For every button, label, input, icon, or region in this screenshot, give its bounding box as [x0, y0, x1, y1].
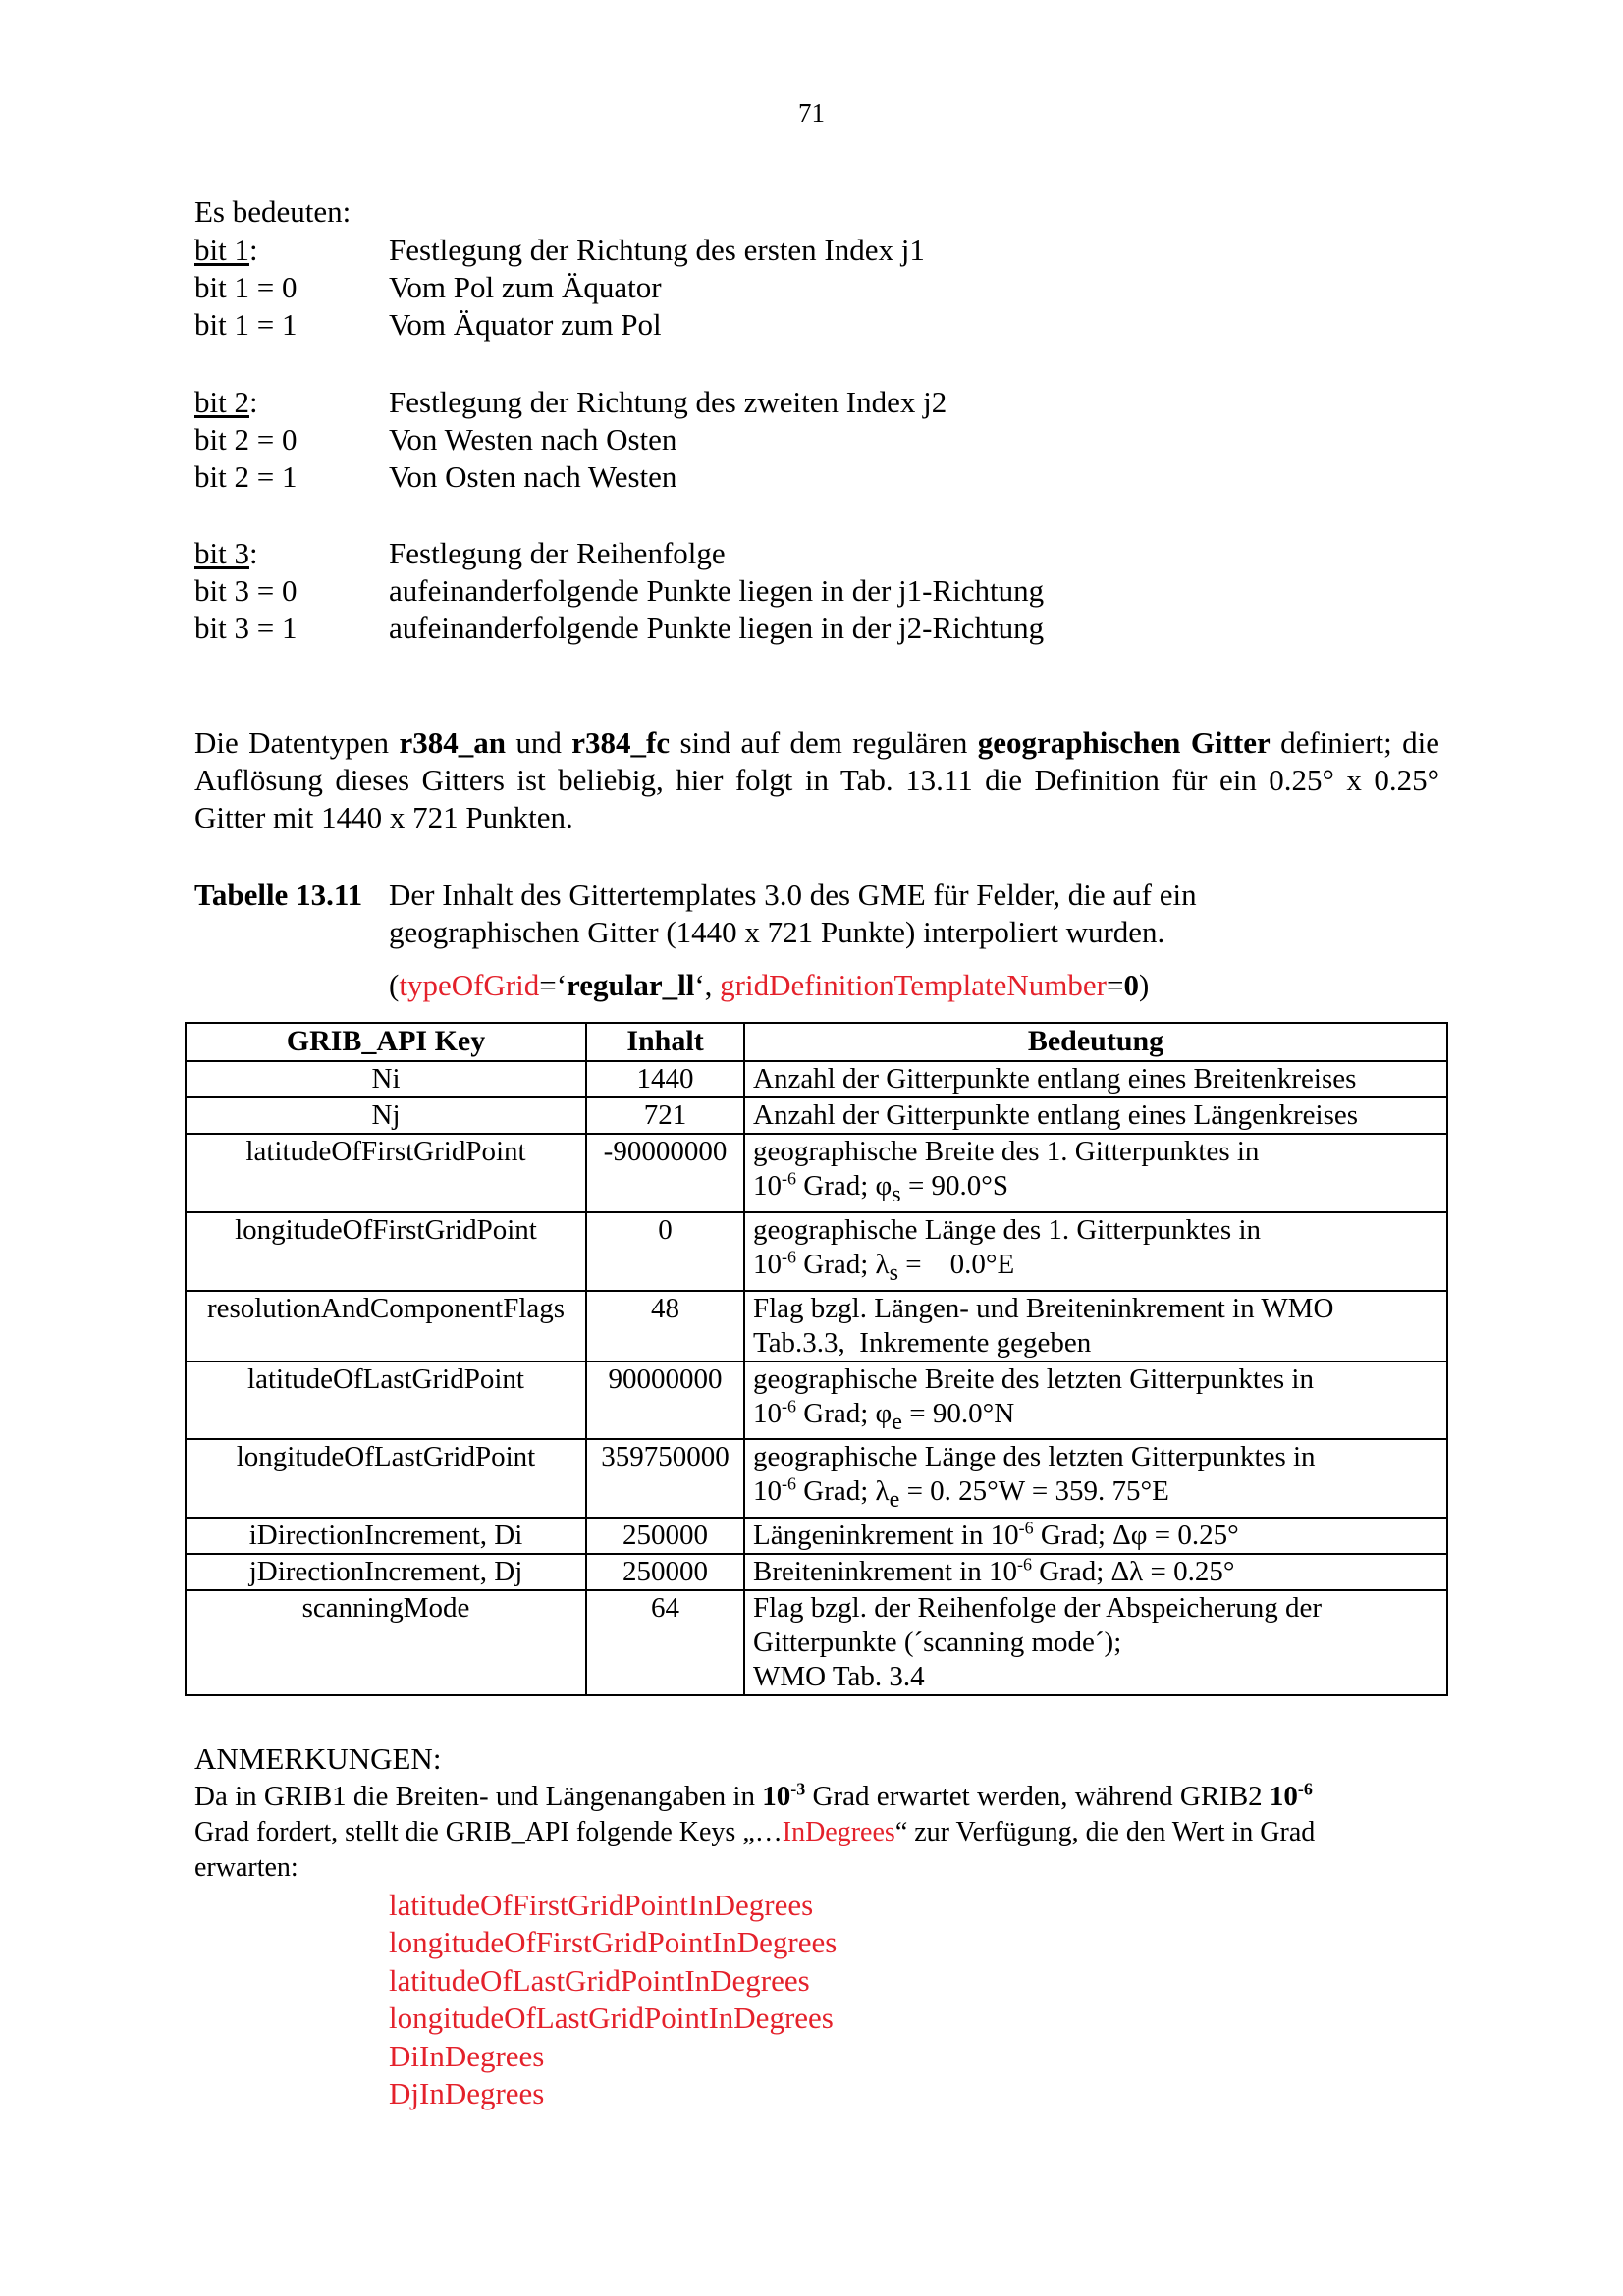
- table-row: [186, 1590, 1447, 1695]
- bit2-label: bit 2:: [194, 385, 258, 419]
- cell-key: latitudeOfFirstGridPoint: [186, 1134, 586, 1212]
- bit3-label: bit 3:: [194, 536, 258, 570]
- page-number: 71: [798, 98, 825, 128]
- cell-key: longitudeOfFirstGridPoint: [186, 1212, 586, 1291]
- table-caption-line1: Der Inhalt des Gittertemplates 3.0 des GME für Felder, die auf ein: [389, 878, 1197, 912]
- grid-template-table: [185, 1022, 1448, 1696]
- bit3-value1-desc: aufeinanderfolgende Punkte liegen in der j2-Richtung: [389, 611, 1045, 645]
- table-row: [186, 1134, 1447, 1212]
- bit2-value0-label: bit 2 = 0: [194, 422, 298, 456]
- notes-line3: erwarten:: [194, 1852, 298, 1883]
- cell-value: 250000: [586, 1518, 744, 1554]
- intro-text: Es bedeuten:: [194, 194, 352, 229]
- bit2-desc: Festlegung der Richtung des zweiten Index j2: [389, 385, 947, 419]
- grid-spec: (typeOfGrid=‘regular_ll‘, gridDefinitionTemplateNumber=0): [389, 968, 1150, 1002]
- header-meaning: Bedeutung: [744, 1023, 1447, 1061]
- header-value: Inhalt: [586, 1023, 744, 1061]
- degrees-key: longitudeOfFirstGridPointInDegrees: [389, 1925, 838, 1959]
- bit2-value0-desc: Von Westen nach Osten: [389, 422, 677, 456]
- cell-meaning: geographische Breite des 1. Gitterpunktes in $10^{-6}$ Grad; $\varphi_s = 90.0^\circ S$: [744, 1134, 1447, 1212]
- bit3-value0-desc: aufeinanderfolgende Punkte liegen in der j1-Richtung: [389, 573, 1045, 608]
- cell-value: 90000000: [586, 1362, 744, 1440]
- cell-meaning: Anzahl der Gitterpunkte entlang eines Breitenkreises: [744, 1061, 1447, 1097]
- bit1-desc: Festlegung der Richtung des ersten Index j1: [389, 233, 925, 267]
- bit2-value1-label: bit 2 = 1: [194, 459, 298, 494]
- cell-key: Nj: [186, 1097, 586, 1134]
- table-row: [186, 1554, 1447, 1590]
- table-row: [186, 1212, 1447, 1291]
- cell-meaning: Flag bzgl. Längen- und Breiteninkrement in WMO Tab.3.3, Inkremente gegeben: [744, 1291, 1447, 1362]
- cell-key: latitudeOfLastGridPoint: [186, 1362, 586, 1440]
- cell-value: 1440: [586, 1061, 744, 1097]
- bit1-value1-desc: Vom Äquator zum Pol: [389, 307, 662, 342]
- notes-line2: Grad fordert, stellt die GRIB_API folgende Keys „…InDegrees“ zur Verfügung, die den Wert in Grad: [194, 1817, 1316, 1847]
- degrees-key: latitudeOfLastGridPointInDegrees: [389, 1963, 810, 1998]
- table-caption-label: Tabelle 13.11: [194, 878, 363, 912]
- bit1-label: bit 1:: [194, 233, 258, 267]
- degrees-key: DjInDegrees: [389, 2076, 545, 2110]
- cell-value: 64: [586, 1590, 744, 1695]
- cell-meaning: Anzahl der Gitterpunkte entlang eines Längenkreises: [744, 1097, 1447, 1134]
- degrees-key: DiInDegrees: [389, 2039, 545, 2073]
- notes-heading: ANMERKUNGEN:: [194, 1741, 442, 1776]
- degrees-key: longitudeOfLastGridPointInDegrees: [389, 2001, 834, 2035]
- bit3-value0-label: bit 3 = 0: [194, 573, 298, 608]
- cell-meaning: geographische Länge des letzten Gitterpunktes in $10^{-6}$ Grad; $\lambda_e = 0$. 25°W = 359. 75°E: [744, 1439, 1447, 1518]
- cell-key: resolutionAndComponentFlags: [186, 1291, 586, 1362]
- cell-value: -90000000: [586, 1134, 744, 1212]
- table-row: [186, 1362, 1447, 1440]
- cell-key: longitudeOfLastGridPoint: [186, 1439, 586, 1518]
- cell-value: 0: [586, 1212, 744, 1291]
- cell-key: jDirectionIncrement, Dj: [186, 1554, 586, 1590]
- bit1-value0-desc: Vom Pol zum Äquator: [389, 270, 662, 304]
- cell-meaning: Flag bzgl. der Reihenfolge der Abspeicherung der Gitterpunkte (´scanning mode´); WMO Tab. 3.4: [744, 1590, 1447, 1695]
- table-row: [186, 1097, 1447, 1134]
- table-row: [186, 1439, 1447, 1518]
- cell-key: iDirectionIncrement, Di: [186, 1518, 586, 1554]
- cell-key: Ni: [186, 1061, 586, 1097]
- table-caption-line2: geographischen Gitter (1440 x 721 Punkte) interpoliert wurden.: [389, 915, 1165, 949]
- table-row: [186, 1518, 1447, 1554]
- bit3-desc: Festlegung der Reihenfolge: [389, 536, 726, 570]
- header-key: GRIB_API Key: [186, 1023, 586, 1061]
- cell-meaning: Breiteninkrement in $10^{-6}$ Grad; Δλ = 0.25°: [744, 1554, 1447, 1590]
- table-row: [186, 1291, 1447, 1362]
- cell-key: scanningMode: [186, 1590, 586, 1695]
- bit1-value0-label: bit 1 = 0: [194, 270, 298, 304]
- cell-value: 721: [586, 1097, 744, 1134]
- cell-meaning: geographische Breite des letzten Gitterpunktes in $10^{-6}$ Grad; $\varphi_e = 90.0^\circ N$: [744, 1362, 1447, 1440]
- cell-meaning: Längeninkrement in $10^{-6}$ Grad; Δφ = 0.25°: [744, 1518, 1447, 1554]
- cell-meaning: geographische Länge des 1. Gitterpunktes in $10^{-6}$ Grad; $\lambda_s$ = 0.0°E: [744, 1212, 1447, 1291]
- cell-value: 359750000: [586, 1439, 744, 1518]
- notes-line1: Da in GRIB1 die Breiten- und Längenangaben in $10^{-3}$ Grad erwartet werden, während GRIB2 $10^{-6}$: [194, 1779, 1313, 1812]
- table-row: [186, 1061, 1447, 1097]
- body-paragraph: Die Datentypen r384_an und r384_fc sind auf dem regulären geographischen Gitter definiert; die Auflösung dieses Gitters ist beliebig, hier folgt in Tab. 13.11 die Definition für ein 0.25° x 0.25° Gitter mit 1440 x 721 Punkten.: [194, 725, 1439, 834]
- cell-value: 48: [586, 1291, 744, 1362]
- table-header-row: [186, 1023, 1447, 1061]
- bit1-value1-label: bit 1 = 1: [194, 307, 298, 342]
- cell-value: 250000: [586, 1554, 744, 1590]
- degrees-key: latitudeOfFirstGridPointInDegrees: [389, 1888, 814, 1922]
- bit2-value1-desc: Von Osten nach Westen: [389, 459, 677, 494]
- bit3-value1-label: bit 3 = 1: [194, 611, 298, 645]
